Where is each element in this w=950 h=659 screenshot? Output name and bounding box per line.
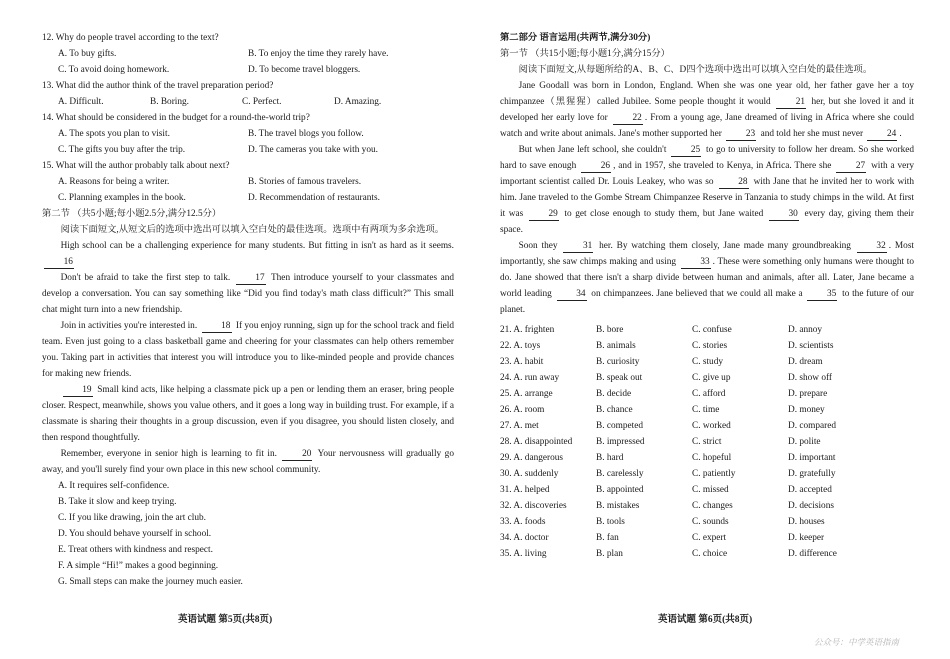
option: A. The spots you plan to visit.	[58, 129, 170, 139]
option: D. The cameras you take with you.	[248, 145, 378, 155]
option: D. Recommendation of restaurants.	[248, 193, 380, 203]
cloze-options-table	[500, 322, 914, 562]
blank-24: 24	[867, 129, 897, 141]
question-14-options-row1	[42, 126, 454, 142]
question-13-stem: 13. What did the author think of the travel preparation period?	[42, 81, 274, 91]
page-footer-right: 英语试题 第6页(共8页)	[658, 615, 753, 625]
blank-35: 35	[807, 289, 837, 301]
choice-f: F. A simple “Hi!” makes a good beginning.	[58, 561, 219, 571]
choice-a: A. It requires self-confidence.	[58, 481, 170, 491]
section-1-instructions: 阅读下面短文,从每题所给的A、B、C、D四个选项中选出可以填入空白处的最佳选项。	[518, 65, 873, 75]
cloze-paragraph-2: But when Jane left school, she couldn't 25 to go to university to follow her dream. So she worked hard to save enough 26 , and in 1957, she traveled to Kenya, in Africa. There she 27 with a very important scientist called Dr. Louis Leakey, who was so 28 with Jane that he invited her to work with him. Jane traveled to the Gombe Stream Chimpanzee Reserve in Tanzania to study chimps in the wild. At first it was 29 to get close enough to study them, but Jane waited 30 every day, giving them their space.	[500, 145, 915, 235]
blank-25: 25	[671, 145, 701, 157]
option: D. Amazing.	[334, 97, 382, 107]
question-14-stem: 14. What should be considered in the budget for a round-the-world trip?	[42, 113, 310, 123]
passage-paragraph-4: 19 Small kind acts, like helping a classmate pick up a pen or lending them an eraser, bring people closer. Respect, meanwhile, shows you value others, and it goes a long way in building trust. For example, if a classmate is sharing their thoughts in a group discussion, even if you disagree, you should listen closely, and then respond thoughtfully.	[42, 385, 455, 443]
passage-paragraph-5: Remember, everyone in senior high is learning to fit in. 20 Your nervousness will gradually go away, and you'll surely find your own place in this new school community.	[42, 449, 454, 475]
options-row-31: 31. A. helped B. appointed C. missed D. accepted	[500, 485, 832, 495]
choice-c: C. If you like drawing, join the art club.	[58, 513, 206, 523]
cloze-paragraph-1: Jane Goodall was born in London, England. When she was one year old, her father gave her a toy chimpanzee（黑猩猩）called Jubilee. Some people thought it would 21 her, but she loved it and it developed her early love for 22 . From a young age, Jane dreamed of living in Africa where she could watch and write about animals. Jane's mother supported her 23 and told her she must never 24 .	[500, 81, 915, 139]
options-row-28: 28. A. disappointed B. impressed C. strict D. polite	[500, 437, 821, 447]
blank-16: 16	[44, 257, 74, 269]
section-2-instructions: 阅读下面短文,从短文后的选项中选出可以填入空白处的最佳选项。选项中有两项为多余选项。	[60, 225, 445, 235]
page-footer-left: 英语试题 第5页(共8页)	[178, 615, 273, 625]
blank-33: 33	[681, 257, 711, 269]
question-12-stem: 12. Why do people travel according to the text?	[42, 33, 219, 43]
option: A. Difficult.	[58, 97, 104, 107]
options-row-26: 26. A. room B. chance C. time D. money	[500, 405, 825, 415]
blank-30: 30	[769, 209, 799, 221]
option: B. To enjoy the time they rarely have.	[248, 49, 389, 59]
blank-29: 29	[529, 209, 559, 221]
options-row-23: 23. A. habit B. curiosity C. study D. dream	[500, 357, 823, 367]
blank-32: 32	[857, 241, 887, 253]
options-row-24: 24. A. run away B. speak out C. give up D. show off	[500, 373, 832, 383]
option: B. Stories of famous travelers.	[248, 177, 362, 187]
options-row-32: 32. A. discoveries B. mistakes C. changes D. decisions	[500, 501, 834, 511]
blank-17: 17	[236, 273, 266, 285]
options-row-21: 21. A. frighten B. bore C. confuse D. annoy	[500, 325, 823, 335]
question-12-options-row2	[42, 62, 454, 78]
choice-b: B. Take it slow and keep trying.	[58, 497, 177, 507]
question-12-options-row1	[42, 46, 454, 62]
left-page	[42, 30, 454, 590]
passage-paragraph-1: High school can be a challenging experience for many students. But fitting in isn't as hard as it seems. 16	[42, 238, 454, 270]
section-1-title: 第一节 （共15小题;每小题1分,满分15分）	[500, 49, 670, 59]
options-row-35: 35. A. living B. plan C. choice D. difference	[500, 549, 837, 559]
option: D. To become travel bloggers.	[248, 65, 361, 75]
passage-paragraph-2: Don't be afraid to take the first step to talk. 17 Then introduce yourself to your classmates and develop a conversation. You can say something like “Did you find today's math class difficult?” This small chat might turn into a new friendship.	[42, 273, 455, 315]
option: C. The gifts you buy after the trip.	[58, 145, 186, 155]
passage-paragraph-3: Join in activities you're interested in. 18 If you enjoy running, sign up for the school track and field team. Even just going to a class basketball game and cheering for your classmates can help others remember you. Taking part in activities that interest you will introduce you to like-minded people and provide chances for making new friends.	[42, 321, 455, 379]
option: C. Perfect.	[242, 97, 282, 107]
blank-22: 22	[613, 113, 643, 125]
question-15-stem: 15. What will the author probably talk about next?	[42, 161, 230, 171]
blank-34: 34	[557, 289, 587, 301]
blank-21: 21	[776, 97, 806, 109]
question-13-options	[42, 94, 454, 110]
watermark: 公众号：中学英语指南	[814, 637, 900, 647]
blank-23: 23	[726, 129, 756, 141]
options-row-27: 27. A. met B. competed C. worked D. compared	[500, 421, 837, 431]
options-row-25: 25. A. arrange B. decide C. afford D. prepare	[500, 389, 828, 399]
options-row-29: 29. A. dangerous B. hard C. hopeful D. important	[500, 453, 836, 463]
choice-e: E. Treat others with kindness and respect.	[58, 545, 213, 555]
blank-19: 19	[63, 385, 93, 397]
part-2-title: 第二部分 语言运用(共两节,满分30分)	[500, 33, 651, 43]
blank-20: 20	[282, 449, 312, 461]
blank-28: 28	[719, 177, 749, 189]
option: C. Planning examples in the book.	[58, 193, 186, 203]
choice-d: D. You should behave yourself in school.	[58, 529, 212, 539]
cloze-paragraph-3: Soon they 31 her. By watching them closely, Jane made many groundbreaking 32 . Most importantly, she saw chimps making and using 33 . These were something only humans were thought to do. Jane showed that there isn't a sharp divide between human and animals, after all. Later, Jane became a world leading 34 on chimpanzees. Jane believed that we could all make a 35 to the future of our planet.	[500, 241, 915, 315]
question-15-options-row1	[42, 174, 454, 190]
option: B. Boring.	[150, 97, 189, 107]
question-15-options-row2	[42, 190, 454, 206]
options-row-33: 33. A. foods B. tools C. sounds D. houses	[500, 517, 825, 527]
right-page	[500, 30, 914, 562]
options-row-30: 30. A. suddenly B. carelessly C. patiently D. gratefully	[500, 469, 836, 479]
choice-g: G. Small steps can make the journey much easier.	[58, 577, 243, 587]
option: A. To buy gifts.	[58, 49, 117, 59]
question-14-options-row2	[42, 142, 454, 158]
blank-26: 26	[581, 161, 611, 173]
option: C. To avoid doing homework.	[58, 65, 170, 75]
options-row-22: 22. A. toys B. animals C. stories D. scientists	[500, 341, 834, 351]
blank-31: 31	[563, 241, 593, 253]
blank-27: 27	[836, 161, 866, 173]
option: A. Reasons for being a writer.	[58, 177, 170, 187]
options-row-34: 34. A. doctor B. fan C. expert D. keeper	[500, 533, 825, 543]
blank-18: 18	[202, 321, 232, 333]
section-2-title: 第二节 （共5小题;每小题2.5分,满分12.5分）	[42, 209, 222, 219]
option: B. The travel blogs you follow.	[248, 129, 364, 139]
